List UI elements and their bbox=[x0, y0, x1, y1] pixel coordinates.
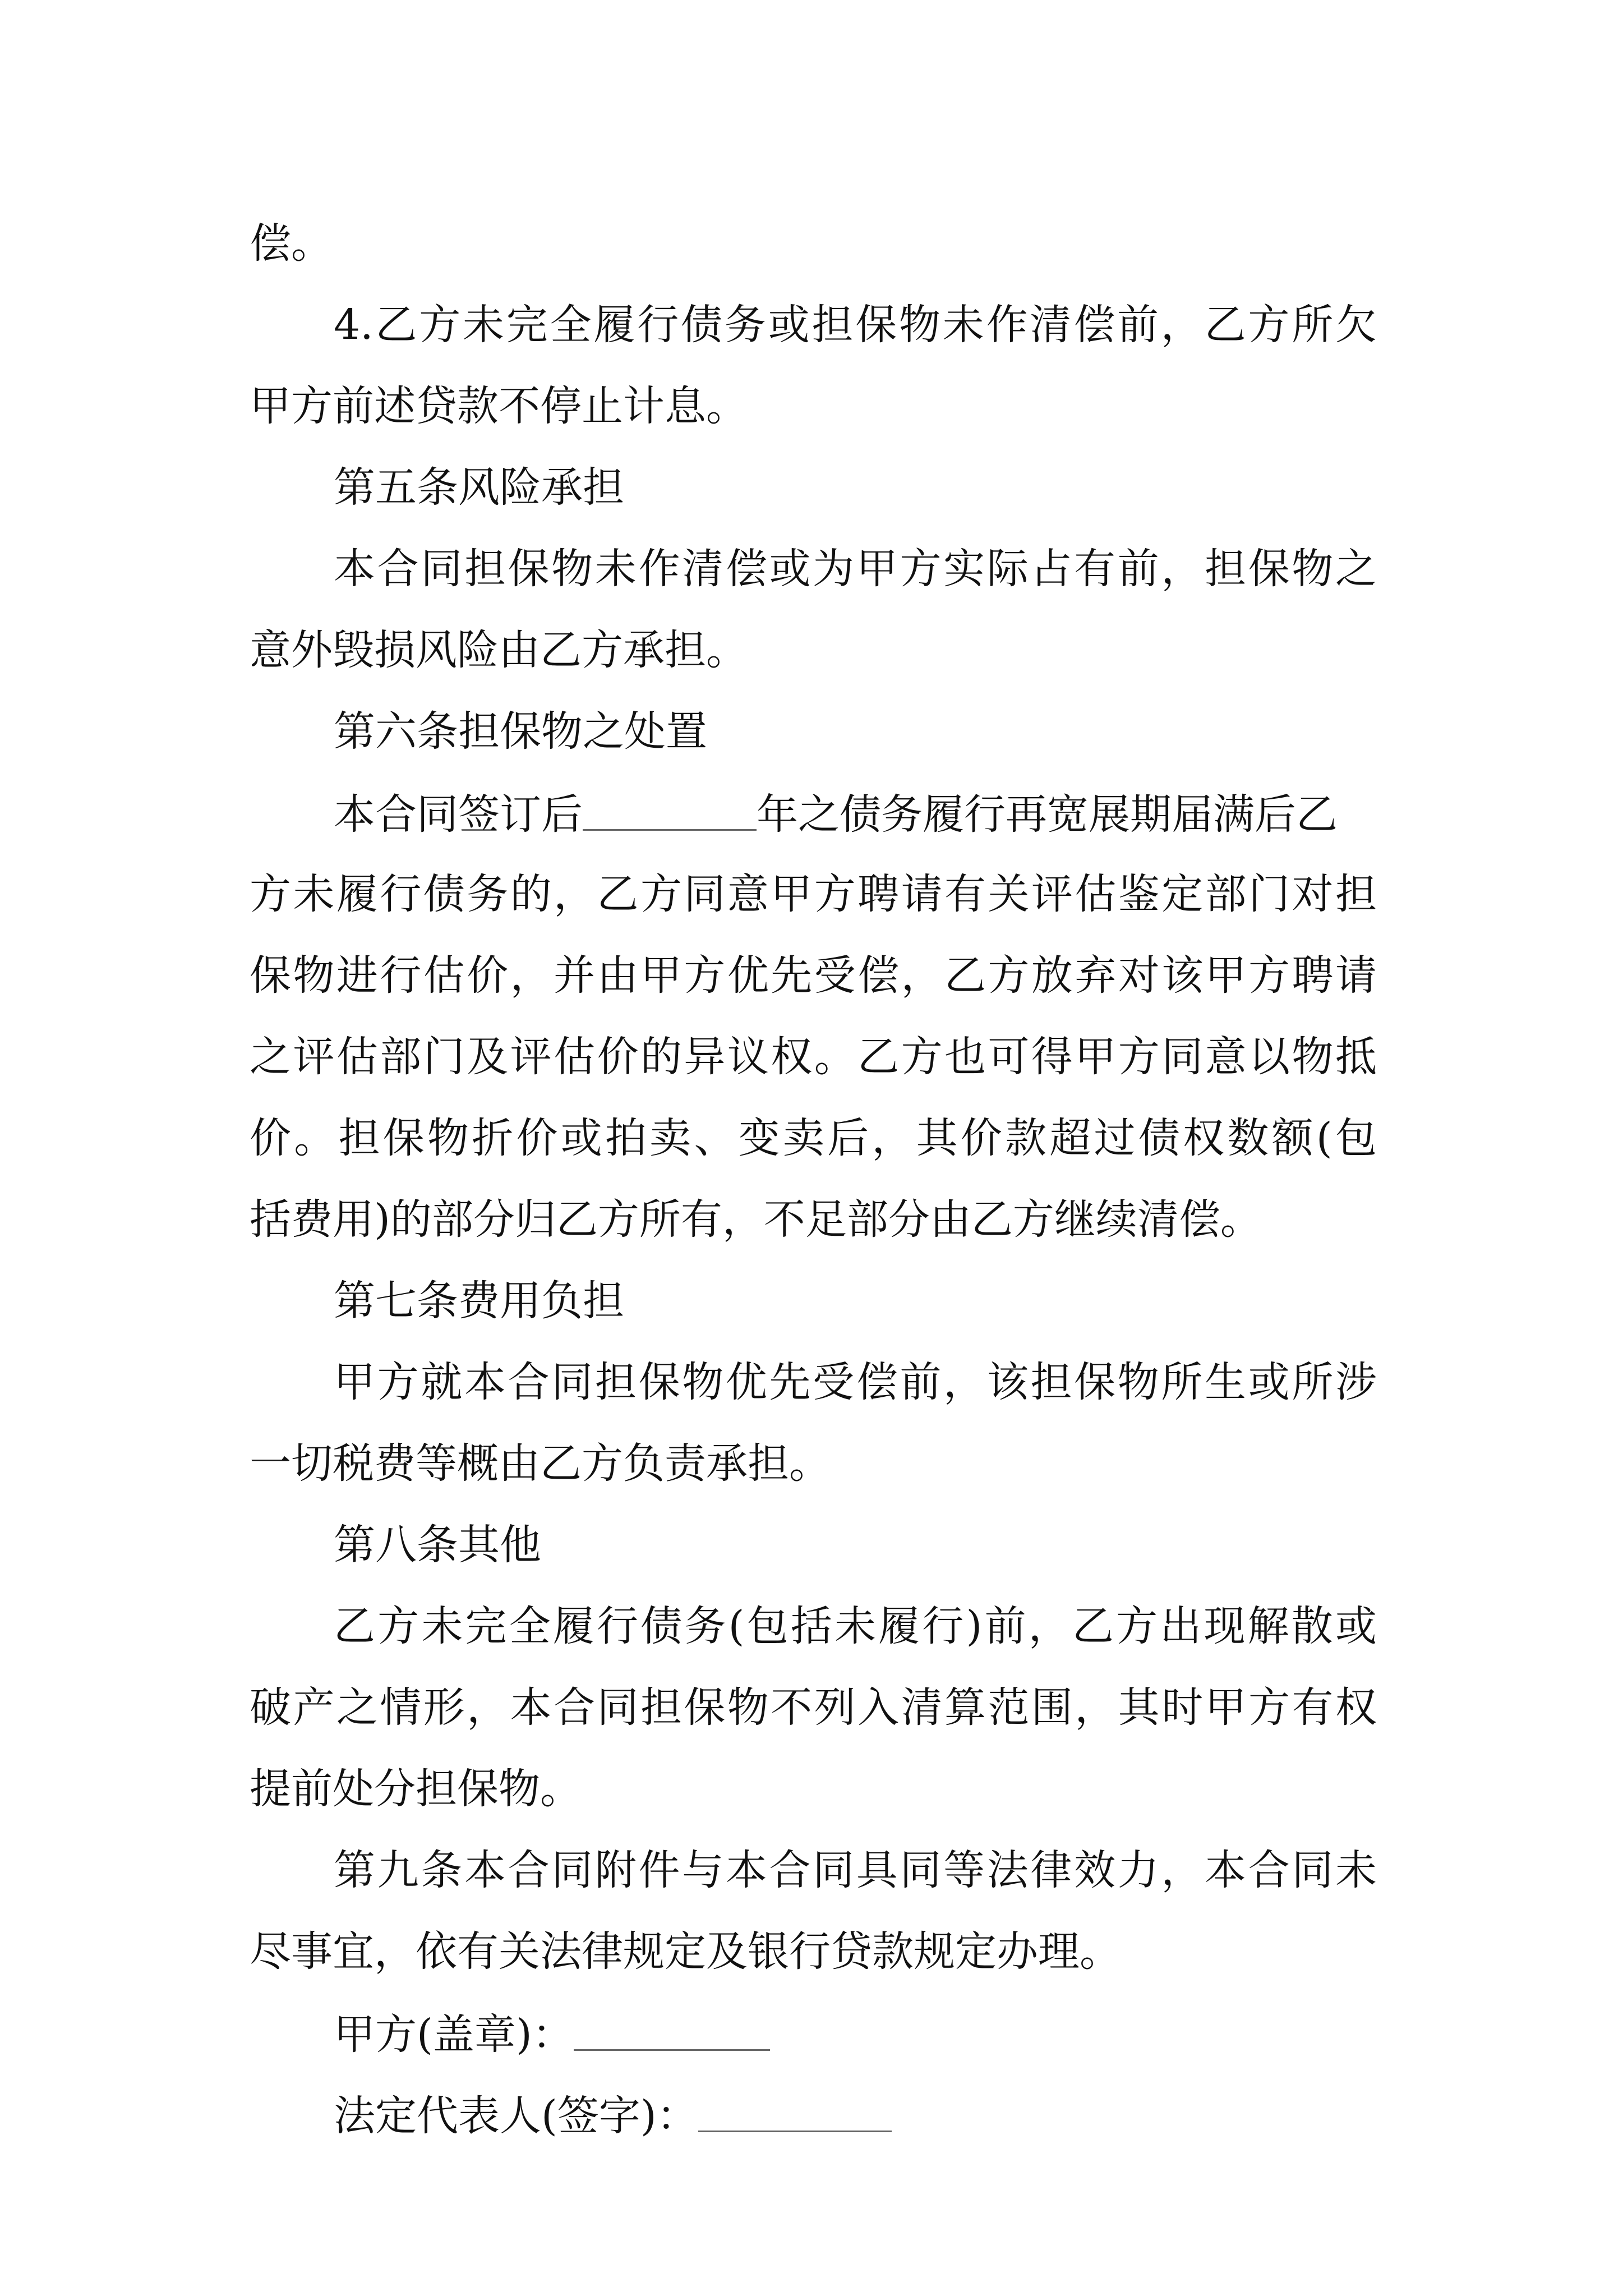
text-line: 破产之情形，本合同担保物不列入清算范围，其时甲方有权 bbox=[250, 1683, 1377, 1732]
text-line: 偿。 bbox=[250, 219, 333, 268]
text-line: 尽事宜，依有关法律规定及银行贷款规定办理。 bbox=[250, 1927, 1121, 1976]
text-line: 提前处分担保物。 bbox=[250, 1765, 582, 1813]
text-line: 甲方前述贷款不停止计息。 bbox=[250, 382, 748, 430]
section-heading: 第七条费用负担 bbox=[334, 1277, 624, 1325]
text-line-with-blank bbox=[334, 790, 1338, 839]
text-line: 第九条本合同附件与本合同具同等法律效力，本合同未 bbox=[334, 1846, 1377, 1894]
text-line: 4.乙方未完全履行债务或担保物未作清偿前，乙方所欠 bbox=[334, 301, 1377, 349]
text-line: 甲方就本合同担保物优先受偿前，该担保物所生或所涉 bbox=[334, 1358, 1377, 1406]
text-fragment: 年之债务履行再宽展期届满后乙 bbox=[757, 790, 1338, 839]
text-line: 之评估部门及评估价的异议权。乙方也可得甲方同意以物抵 bbox=[250, 1033, 1377, 1081]
signature-line-representative bbox=[334, 2092, 892, 2140]
party-a-seal-blank[interactable] bbox=[574, 2012, 770, 2051]
text-line: 意外毁损风险由乙方承担。 bbox=[250, 626, 748, 674]
section-heading: 第六条担保物之处置 bbox=[334, 707, 707, 756]
signature-label: 甲方(盖章)： bbox=[334, 2010, 574, 2059]
text-line: 价。担保物折价或拍卖、变卖后，其价款超过债权数额(包 bbox=[250, 1114, 1377, 1162]
text-line: 括费用)的部分归乙方所有，不足部分由乙方继续清偿。 bbox=[250, 1195, 1262, 1244]
text-line: 一切税费等概由乙方负责承担。 bbox=[250, 1439, 831, 1488]
signature-line-party-a bbox=[334, 2010, 770, 2059]
text-fragment: 本合同签订后 bbox=[334, 790, 583, 839]
text-line: 方未履行债务的，乙方同意甲方聘请有关评估鉴定部门对担 bbox=[250, 870, 1377, 918]
text-line: 乙方未完全履行债务(包括未履行)前，乙方出现解散或 bbox=[334, 1602, 1377, 1650]
fill-in-blank[interactable] bbox=[583, 792, 757, 831]
representative-signature-blank[interactable] bbox=[698, 2093, 892, 2132]
section-heading: 第五条风险承担 bbox=[334, 463, 624, 512]
text-line: 保物进行估价，并由甲方优先受偿，乙方放弃对该甲方聘请 bbox=[250, 951, 1377, 1000]
section-heading: 第八条其他 bbox=[334, 1521, 541, 1569]
signature-label: 法定代表人(签字)： bbox=[334, 2092, 698, 2140]
text-line: 本合同担保物未作清偿或为甲方实际占有前，担保物之 bbox=[334, 545, 1377, 593]
